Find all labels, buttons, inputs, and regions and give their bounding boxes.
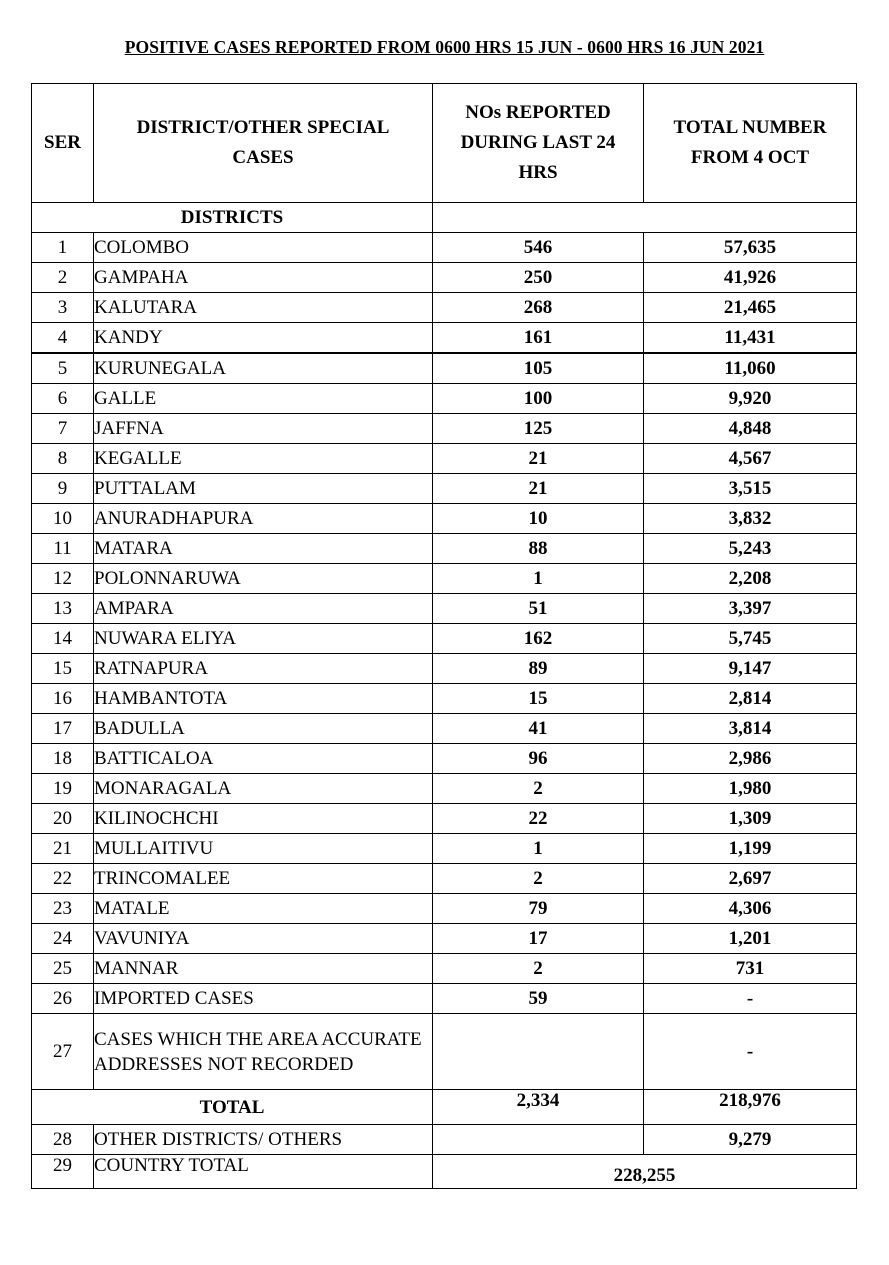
last-24-cell: 268 <box>433 293 644 323</box>
table-row <box>32 384 857 414</box>
district-cell: KANDY <box>94 323 433 354</box>
table-row <box>32 654 857 684</box>
ser-cell: 7 <box>32 414 94 444</box>
total-cell: 9,279 <box>644 1125 857 1155</box>
district-cell: JAFFNA <box>94 414 433 444</box>
table-row <box>32 474 857 504</box>
last-24-cell: 10 <box>433 504 644 534</box>
table-row <box>32 804 857 834</box>
total-cell: 1,201 <box>644 924 857 954</box>
last-24-cell: 100 <box>433 384 644 414</box>
table-row <box>32 744 857 774</box>
last-24-cell: 21 <box>433 444 644 474</box>
table-row <box>32 774 857 804</box>
district-cell: RATNAPURA <box>94 654 433 684</box>
table-row <box>32 323 857 354</box>
district-cell: COLOMBO <box>94 233 433 263</box>
last-24-cell: 15 <box>433 684 644 714</box>
district-cell: KILINOCHCHI <box>94 804 433 834</box>
total-cell: 41,926 <box>644 263 857 293</box>
total-cell: 3,814 <box>644 714 857 744</box>
table-row <box>32 624 857 654</box>
last-24-cell: 89 <box>433 654 644 684</box>
last-24-cell: 79 <box>433 894 644 924</box>
header-district: DISTRICT/OTHER SPECIAL CASES <box>94 84 433 203</box>
total-cell: 11,431 <box>644 323 857 354</box>
table-row <box>32 534 857 564</box>
table-row <box>32 444 857 474</box>
ser-cell: 13 <box>32 594 94 624</box>
total-last-24-cell: 2,334 <box>433 1090 644 1125</box>
ser-cell: 14 <box>32 624 94 654</box>
last-24-cell: 2 <box>433 864 644 894</box>
last-24-cell <box>433 1014 644 1090</box>
total-cell: 1,199 <box>644 834 857 864</box>
total-cell: 4,306 <box>644 894 857 924</box>
total-cell: 2,814 <box>644 684 857 714</box>
country-total-cell: 228,255 <box>433 1155 857 1189</box>
district-cell: VAVUNIYA <box>94 924 433 954</box>
total-cell: 11,060 <box>644 353 857 384</box>
ser-cell: 23 <box>32 894 94 924</box>
last-24-cell: 2 <box>433 774 644 804</box>
table-row <box>32 894 857 924</box>
district-cell: GAMPAHA <box>94 263 433 293</box>
total-cell: 57,635 <box>644 233 857 263</box>
last-24-cell: 51 <box>433 594 644 624</box>
total-cell: 5,243 <box>644 534 857 564</box>
district-cell: HAMBANTOTA <box>94 684 433 714</box>
district-cell: PUTTALAM <box>94 474 433 504</box>
table-row <box>32 684 857 714</box>
ser-cell: 20 <box>32 804 94 834</box>
section-row-districts <box>32 203 857 233</box>
total-cell: - <box>644 984 857 1014</box>
district-cell: MANNAR <box>94 954 433 984</box>
total-cell: 4,567 <box>644 444 857 474</box>
district-cell: BATTICALOA <box>94 744 433 774</box>
ser-cell: 5 <box>32 353 94 384</box>
district-cell: IMPORTED CASES <box>94 984 433 1014</box>
last-24-cell: 21 <box>433 474 644 504</box>
ser-cell: 22 <box>32 864 94 894</box>
table-row <box>32 594 857 624</box>
table-row <box>32 564 857 594</box>
district-cell: POLONNARUWA <box>94 564 433 594</box>
total-cell: 4,848 <box>644 414 857 444</box>
last-24-cell: 17 <box>433 924 644 954</box>
last-24-cell: 22 <box>433 804 644 834</box>
ser-cell: 19 <box>32 774 94 804</box>
ser-cell: 18 <box>32 744 94 774</box>
total-cell: 3,832 <box>644 504 857 534</box>
district-cell: OTHER DISTRICTS/ OTHERS <box>94 1125 433 1155</box>
last-24-cell: 161 <box>433 323 644 354</box>
section-label: DISTRICTS <box>32 203 433 233</box>
ser-cell: 4 <box>32 323 94 354</box>
ser-cell: 26 <box>32 984 94 1014</box>
table-row <box>32 924 857 954</box>
table-row <box>32 233 857 263</box>
header-ser: SER <box>32 84 94 203</box>
table-row <box>32 1125 857 1155</box>
ser-cell: 6 <box>32 384 94 414</box>
last-24-cell <box>433 1125 644 1155</box>
last-24-cell: 96 <box>433 744 644 774</box>
total-cell: 1,980 <box>644 774 857 804</box>
district-cell: COUNTRY TOTAL <box>94 1155 433 1189</box>
table-row <box>32 414 857 444</box>
total-cell: 2,986 <box>644 744 857 774</box>
last-24-cell: 59 <box>433 984 644 1014</box>
cases-table <box>31 83 857 1189</box>
table-row <box>32 834 857 864</box>
last-24-cell: 88 <box>433 534 644 564</box>
header-last-24-hrs: NOs REPORTED DURING LAST 24 HRS <box>433 84 644 203</box>
last-24-cell: 41 <box>433 714 644 744</box>
grand-total-cell: 218,976 <box>644 1090 857 1125</box>
table-row <box>32 1014 857 1090</box>
last-24-cell: 105 <box>433 353 644 384</box>
total-cell: 5,745 <box>644 624 857 654</box>
ser-cell: 15 <box>32 654 94 684</box>
document-title: POSITIVE CASES REPORTED FROM 0600 HRS 15 JUN - 0600 HRS 16 JUN 2021 <box>124 37 765 57</box>
table-row <box>32 293 857 323</box>
ser-cell: 8 <box>32 444 94 474</box>
district-cell: MONARAGALA <box>94 774 433 804</box>
country-total-row <box>32 1155 857 1189</box>
ser-cell: 10 <box>32 504 94 534</box>
total-row <box>32 1090 857 1125</box>
ser-cell: 27 <box>32 1014 94 1090</box>
ser-cell: 28 <box>32 1125 94 1155</box>
district-cell: MATARA <box>94 534 433 564</box>
ser-cell: 9 <box>32 474 94 504</box>
total-label: TOTAL <box>32 1090 433 1125</box>
district-cell: ANURADHAPURA <box>94 504 433 534</box>
header-total-from-4-oct: TOTAL NUMBER FROM 4 OCT <box>644 84 857 203</box>
ser-cell: 29 <box>32 1155 94 1189</box>
table-row <box>32 353 857 384</box>
ser-cell: 16 <box>32 684 94 714</box>
last-24-cell: 162 <box>433 624 644 654</box>
table-row <box>32 864 857 894</box>
last-24-cell: 250 <box>433 263 644 293</box>
total-cell: 2,697 <box>644 864 857 894</box>
district-cell: GALLE <box>94 384 433 414</box>
last-24-cell: 2 <box>433 954 644 984</box>
ser-cell: 17 <box>32 714 94 744</box>
district-cell: MATALE <box>94 894 433 924</box>
total-cell: 9,920 <box>644 384 857 414</box>
district-cell: KALUTARA <box>94 293 433 323</box>
ser-cell: 1 <box>32 233 94 263</box>
ser-cell: 24 <box>32 924 94 954</box>
total-cell: 21,465 <box>644 293 857 323</box>
table-row <box>32 984 857 1014</box>
ser-cell: 21 <box>32 834 94 864</box>
last-24-cell: 1 <box>433 564 644 594</box>
district-cell: TRINCOMALEE <box>94 864 433 894</box>
table-row <box>32 504 857 534</box>
section-empty-cell <box>433 203 857 233</box>
header-row <box>32 84 857 203</box>
district-cell: KURUNEGALA <box>94 353 433 384</box>
ser-cell: 11 <box>32 534 94 564</box>
district-cell: AMPARA <box>94 594 433 624</box>
last-24-cell: 546 <box>433 233 644 263</box>
total-cell: 731 <box>644 954 857 984</box>
table-row <box>32 263 857 293</box>
district-cell: BADULLA <box>94 714 433 744</box>
total-cell: 3,397 <box>644 594 857 624</box>
total-cell: 2,208 <box>644 564 857 594</box>
ser-cell: 12 <box>32 564 94 594</box>
district-cell: MULLAITIVU <box>94 834 433 864</box>
district-cell: NUWARA ELIYA <box>94 624 433 654</box>
table-row <box>32 714 857 744</box>
ser-cell: 2 <box>32 263 94 293</box>
total-cell: - <box>644 1014 857 1090</box>
total-cell: 9,147 <box>644 654 857 684</box>
ser-cell: 25 <box>32 954 94 984</box>
ser-cell: 3 <box>32 293 94 323</box>
total-cell: 3,515 <box>644 474 857 504</box>
total-cell: 1,309 <box>644 804 857 834</box>
district-cell: CASES WHICH THE AREA ACCURATE ADDRESSES NOT RECORDED <box>94 1014 433 1090</box>
district-cell: KEGALLE <box>94 444 433 474</box>
table-row <box>32 954 857 984</box>
last-24-cell: 1 <box>433 834 644 864</box>
last-24-cell: 125 <box>433 414 644 444</box>
